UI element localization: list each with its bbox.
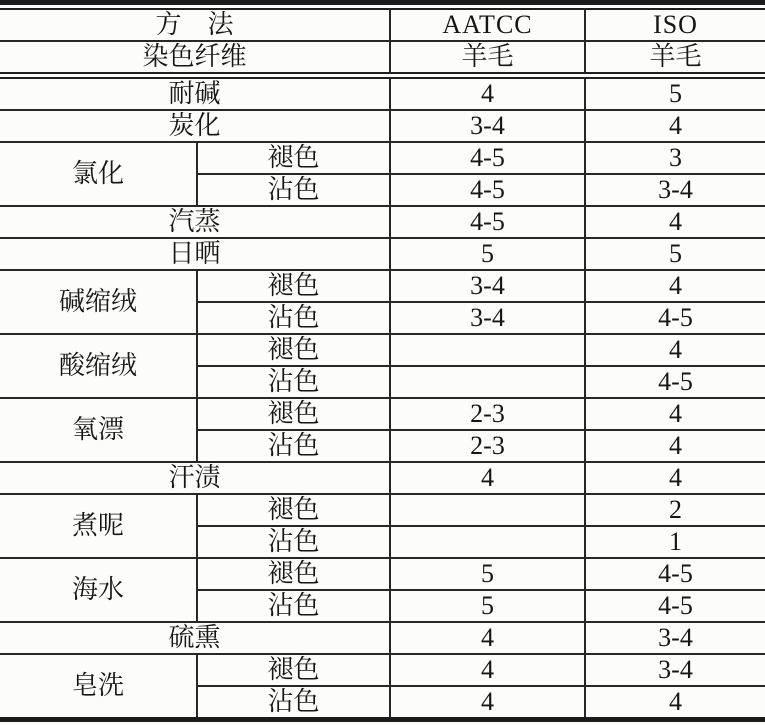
aatcc-cell <box>390 526 585 558</box>
method-cell: 煮呢 <box>0 494 197 558</box>
table-row <box>0 270 765 302</box>
aatcc-cell: 4-5 <box>390 206 585 238</box>
sub-label-cell: 褪色 <box>197 142 390 174</box>
sub-label-cell: 褪色 <box>197 558 390 590</box>
table-row <box>0 654 765 686</box>
method-cell: 耐碱 <box>0 76 390 111</box>
aatcc-cell: 4 <box>390 76 585 111</box>
table-row <box>0 494 765 526</box>
method-cell: 炭化 <box>0 110 390 142</box>
aatcc-cell: 3-4 <box>390 110 585 142</box>
iso-cell: 4 <box>585 462 765 494</box>
sub-label-cell: 沾色 <box>197 366 390 398</box>
iso-cell: 3 <box>585 142 765 174</box>
sub-label-cell: 沾色 <box>197 590 390 622</box>
sub-label-cell: 褪色 <box>197 654 390 686</box>
aatcc-cell: 2-3 <box>390 430 585 462</box>
method-cell: 氧漂 <box>0 398 197 462</box>
iso-cell: 4-5 <box>585 366 765 398</box>
header-iso-cell: ISO <box>585 9 765 41</box>
iso-cell: 4 <box>585 110 765 142</box>
method-cell: 汗渍 <box>0 462 390 494</box>
iso-cell: 4 <box>585 206 765 238</box>
table-row <box>0 558 765 590</box>
sub-label-cell: 褪色 <box>197 270 390 302</box>
sub-label-cell: 沾色 <box>197 174 390 206</box>
method-cell: 日晒 <box>0 238 390 270</box>
sub-label-cell: 褪色 <box>197 494 390 526</box>
iso-cell: 1 <box>585 526 765 558</box>
iso-cell: 4 <box>585 430 765 462</box>
table-header-row <box>0 9 765 41</box>
table-row <box>0 398 765 430</box>
table-row <box>0 462 765 494</box>
method-cell: 皂洗 <box>0 654 197 720</box>
method-cell: 海水 <box>0 558 197 622</box>
sub-label-cell: 沾色 <box>197 302 390 334</box>
method-cell: 碱缩绒 <box>0 270 197 334</box>
table-subheader-row <box>0 41 765 76</box>
aatcc-cell: 4 <box>390 686 585 720</box>
iso-cell: 3-4 <box>585 174 765 206</box>
sub-label-cell: 沾色 <box>197 686 390 720</box>
table-row <box>0 76 765 111</box>
iso-cell: 4 <box>585 686 765 720</box>
sub-label-cell: 褪色 <box>197 334 390 366</box>
header-method-cell: 方 法 <box>0 9 390 41</box>
iso-cell: 4 <box>585 334 765 366</box>
aatcc-cell: 3-4 <box>390 270 585 302</box>
table-row <box>0 206 765 238</box>
subheader-method-cell: 染色纤维 <box>0 41 390 76</box>
iso-cell: 2 <box>585 494 765 526</box>
sub-label-cell: 沾色 <box>197 430 390 462</box>
method-cell: 氯化 <box>0 142 197 206</box>
aatcc-cell: 4 <box>390 462 585 494</box>
table-row <box>0 334 765 366</box>
iso-cell: 4 <box>585 270 765 302</box>
iso-cell: 4 <box>585 398 765 430</box>
aatcc-cell: 5 <box>390 590 585 622</box>
iso-cell: 3-4 <box>585 622 765 654</box>
aatcc-cell: 3-4 <box>390 302 585 334</box>
iso-cell: 5 <box>585 238 765 270</box>
aatcc-cell: 4 <box>390 654 585 686</box>
iso-cell: 3-4 <box>585 654 765 686</box>
method-cell: 硫熏 <box>0 622 390 654</box>
sub-label-cell: 褪色 <box>197 398 390 430</box>
table-row <box>0 142 765 174</box>
aatcc-cell <box>390 366 585 398</box>
iso-cell: 4-5 <box>585 590 765 622</box>
aatcc-cell: 5 <box>390 238 585 270</box>
aatcc-cell: 5 <box>390 558 585 590</box>
method-cell: 汽蒸 <box>0 206 390 238</box>
aatcc-cell: 4 <box>390 622 585 654</box>
method-cell: 酸缩绒 <box>0 334 197 398</box>
aatcc-cell <box>390 494 585 526</box>
iso-cell: 4-5 <box>585 302 765 334</box>
table-row <box>0 110 765 142</box>
aatcc-cell: 2-3 <box>390 398 585 430</box>
table-row <box>0 238 765 270</box>
aatcc-cell: 4-5 <box>390 174 585 206</box>
colorfastness-table <box>0 8 765 722</box>
aatcc-cell: 4-5 <box>390 142 585 174</box>
subheader-iso-cell: 羊毛 <box>585 41 765 76</box>
header-aatcc-cell: AATCC <box>390 9 585 41</box>
table-row <box>0 622 765 654</box>
iso-cell: 4-5 <box>585 558 765 590</box>
iso-cell: 5 <box>585 76 765 111</box>
subheader-aatcc-cell: 羊毛 <box>390 41 585 76</box>
sub-label-cell: 沾色 <box>197 526 390 558</box>
aatcc-cell <box>390 334 585 366</box>
